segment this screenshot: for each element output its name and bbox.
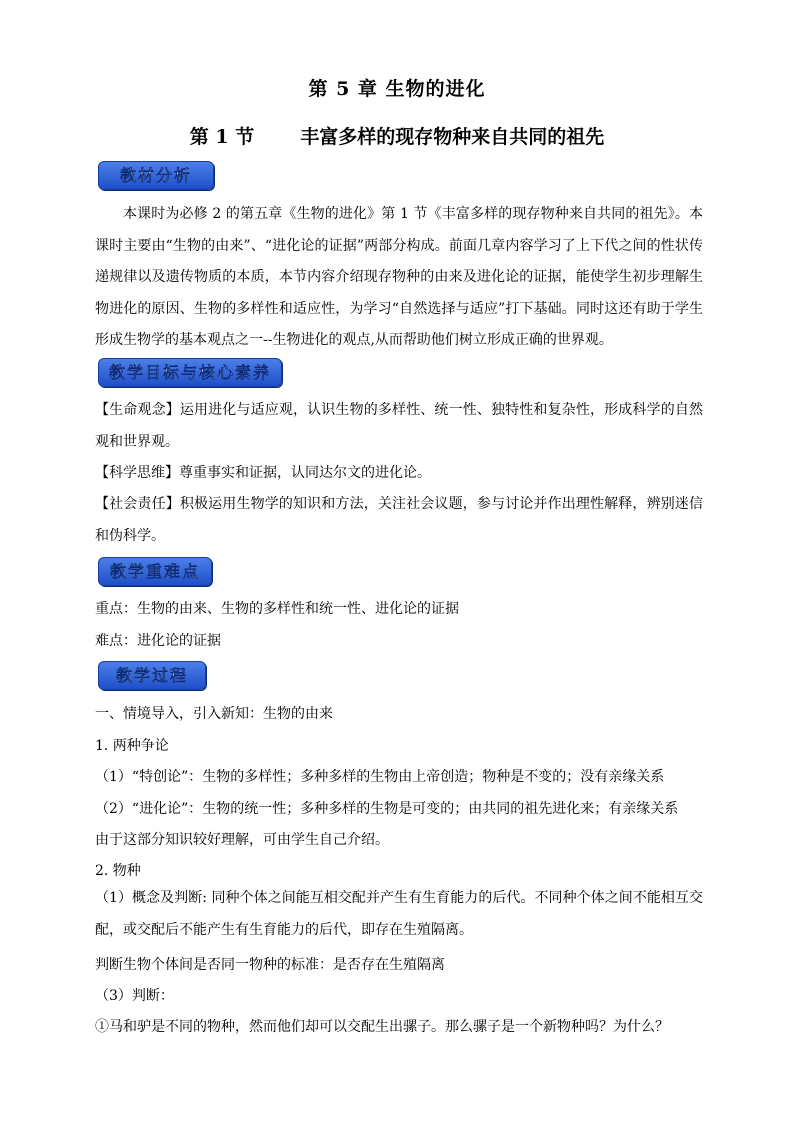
section-name: 丰富多样的现存物种来自共同的祖先 <box>300 126 605 148</box>
badge-process: 教学过程 <box>98 661 206 690</box>
key-point-difficult: 难点：进化论的证据 <box>95 633 221 649</box>
process-item1-title: 1. 两种争论 <box>95 738 169 754</box>
process-item2-b: （3）判断： <box>95 988 174 1004</box>
key-point-important: 重点：生物的由来、生物的多样性和统一性、进化论的证据 <box>95 601 459 617</box>
goal-life-concept: 【生命观念】运用进化与适应观，认识生物的多样性、统一性、独特性和复杂性，形成科学的自然观和世界观。 <box>95 402 703 450</box>
badge-key-points: 教学重难点 <box>98 557 212 586</box>
process-question-1: ①马和驴是不同的物种，然而他们却可以交配生出骡子。那么骡子是一个新物种吗？为什么？ <box>95 1019 669 1035</box>
goal-scientific-thinking: 【科学思维】尊重事实和证据，认同达尔文的进化论。 <box>95 465 431 481</box>
chapter-title: 第 5 章 生物的进化 <box>308 78 486 100</box>
section-number: 第 1 节 <box>189 126 255 148</box>
process-item1-b: （2）“进化论”：生物的统一性；多种多样的生物是可变的；由共同的祖先进化来；有亲缘关系 <box>95 801 679 817</box>
process-item2-a: （1）概念及判断: 同种个体之间能互相交配并产生有生育能力的后代。不同种个体之间不能相互交配，或交配后不能产生有生育能力的后代，即存在生殖隔离。 <box>95 890 703 938</box>
badge-analysis: 教材分析 <box>98 161 214 190</box>
section-title <box>0 122 794 149</box>
process-intro: 一、情境导入，引入新知：生物的由来 <box>95 706 333 722</box>
process-item2-title: 2. 物种 <box>95 863 141 879</box>
badge-goals: 教学目标与核心素养 <box>98 358 282 387</box>
process-item2-criterion: 判断生物个体间是否同一物种的标准：是否存在生殖隔离 <box>95 957 445 973</box>
analysis-paragraph: 本课时为必修 2 的第五章《生物的进化》第 1 节《丰富多样的现存物种来自共同的祖先》。本课时主要由“生物的由来”、“进化论的证据”两部分构成。前面几章内容学习了上下代之间的性状传递规律以及遗传物质的本质，本节内容介绍现存物种的由来及进化论的证据，能使学生初步理解生物进化的原因、生物的多样性和适应性，为学习“自然选择与适应”打下基础。同时这还有助于学生形成生物学的基本观点之一--生物进化的观点,从而帮助他们树立形成正确的世界观。 <box>95 206 703 348</box>
process-item1-a: （1）“特创论”：生物的多样性；多种多样的生物由上帝创造；物种是不变的；没有亲缘关系 <box>95 769 665 785</box>
process-item1-note: 由于这部分知识较好理解，可由学生自己介绍。 <box>95 832 389 848</box>
goal-social-responsibility: 【社会责任】积极运用生物学的知识和方法，关注社会议题，参与讨论并作出理性解释，辨别迷信和伪科学。 <box>95 496 703 544</box>
